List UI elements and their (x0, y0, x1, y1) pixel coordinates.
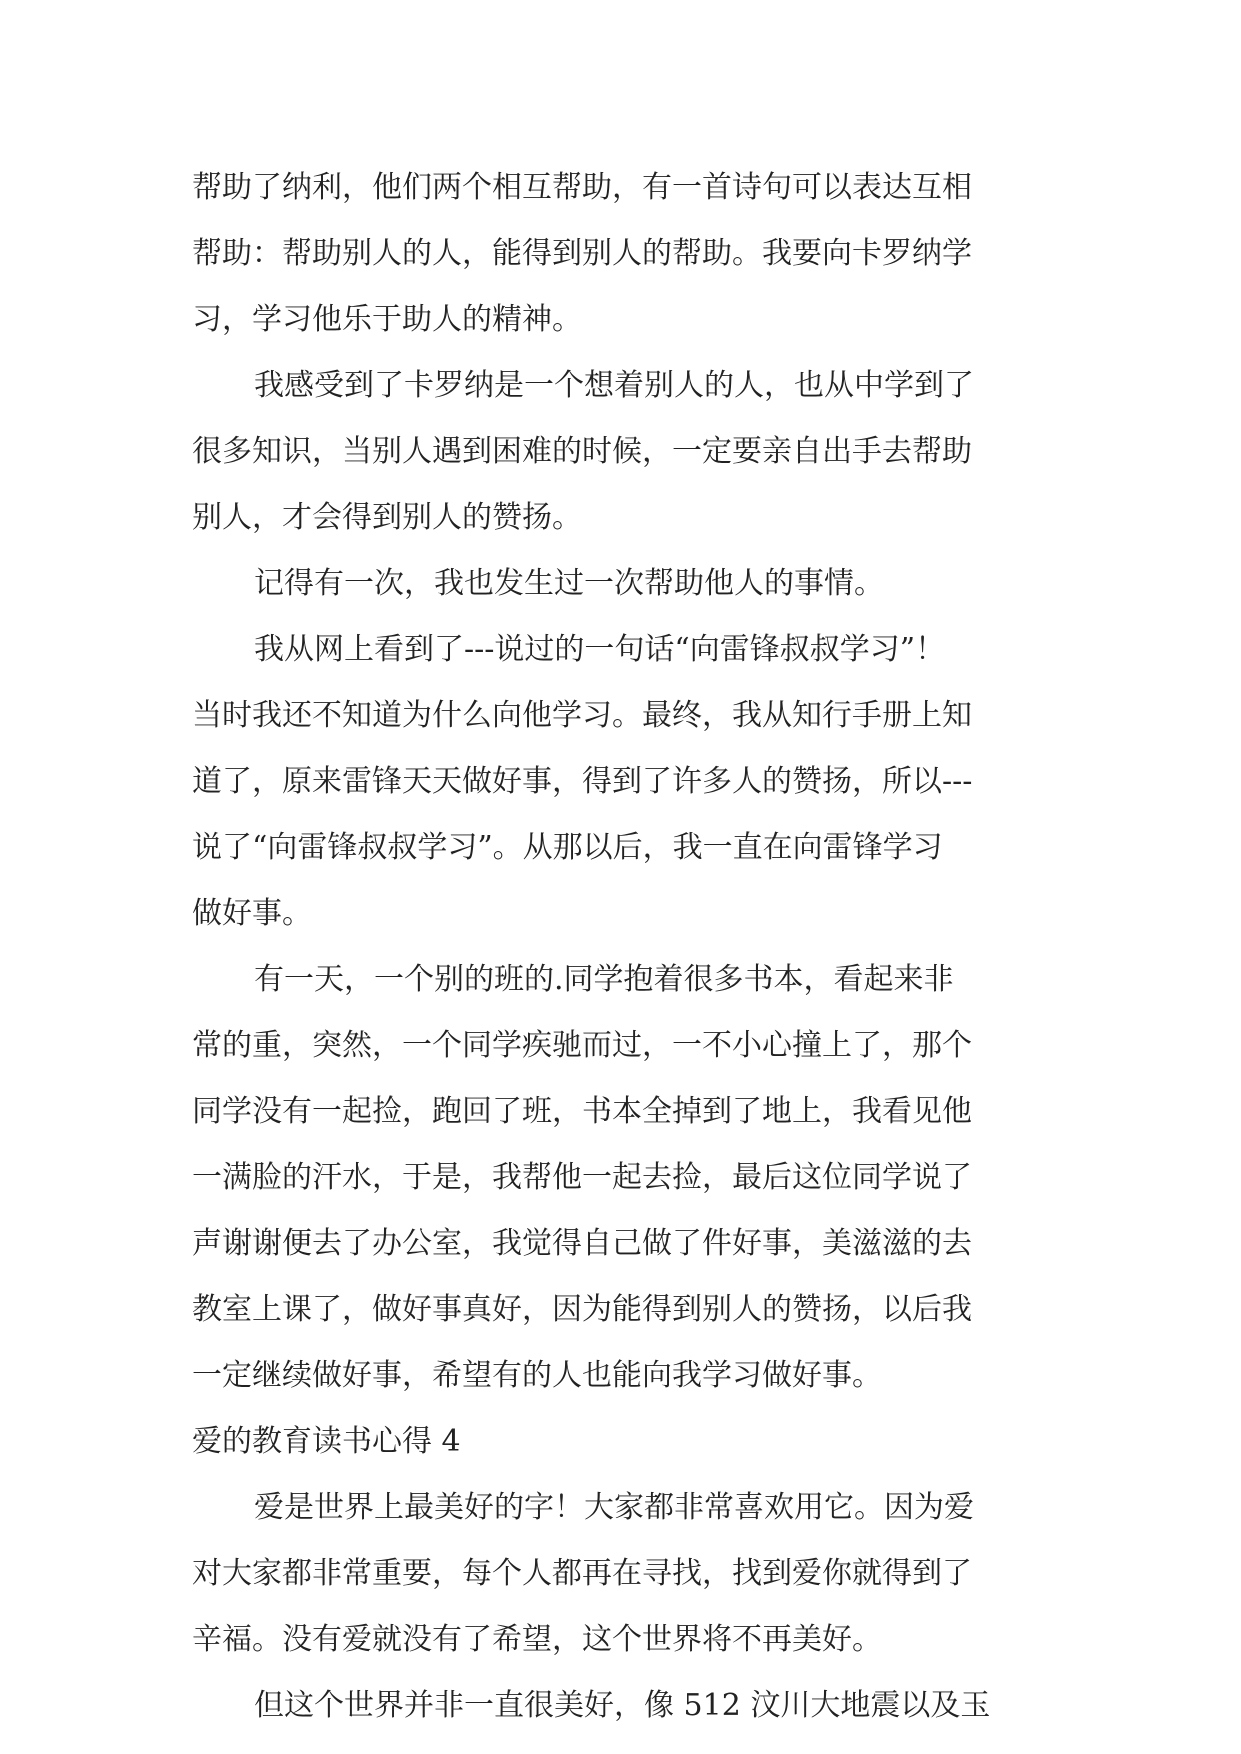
text-line: 习，学习他乐于助人的精神。 (192, 302, 582, 337)
text-line: 别人，才会得到别人的赞扬。 (192, 500, 582, 535)
text-line: 对大家都非常重要，每个人都再在寻找，找到爱你就得到了 (192, 1556, 972, 1591)
text-line: 说了“向雷锋叔叔学习”。从那以后，我一直在向雷锋学习 (192, 830, 943, 865)
paragraph-start-line: 我从网上看到了---说过的一句话“向雷锋叔叔学习”！ (254, 632, 946, 667)
text-line: 帮助了纳利，他们两个相互帮助，有一首诗句可以表达互相 (192, 170, 972, 205)
paragraph-start-line: 但这个世界并非一直很美好，像 512 汶川大地震以及玉 (254, 1688, 991, 1723)
text-line: 教室上课了，做好事真好，因为能得到别人的赞扬，以后我 (192, 1292, 972, 1327)
paragraph-start-line: 我感受到了卡罗纳是一个想着别人的人，也从中学到了 (254, 368, 974, 403)
text-line: 声谢谢便去了办公室，我觉得自己做了件好事，美滋滋的去 (192, 1226, 972, 1261)
text-line: 做好事。 (192, 896, 312, 931)
text-line: 当时我还不知道为什么向他学习。最终，我从知行手册上知 (192, 698, 972, 733)
paragraph-start-line: 有一天，一个别的班的.同学抱着很多书本，看起来非 (254, 962, 954, 997)
text-line: 帮助：帮助别人的人，能得到别人的帮助。我要向卡罗纳学 (192, 236, 972, 271)
text-line: 常的重，突然，一个同学疾驰而过，一不小心撞上了，那个 (192, 1028, 972, 1063)
text-line: 同学没有一起捡，跑回了班，书本全掉到了地上，我看见他 (192, 1094, 972, 1129)
text-line: 一定继续做好事，希望有的人也能向我学习做好事。 (192, 1358, 882, 1393)
text-line: 很多知识，当别人遇到困难的时候，一定要亲自出手去帮助 (192, 434, 972, 469)
text-line: 一满脸的汗水，于是，我帮他一起去捡，最后这位同学说了 (192, 1160, 972, 1195)
paragraph-start-line: 爱是世界上最美好的字！大家都非常喜欢用它。因为爱 (254, 1490, 974, 1525)
text-line: 辛福。没有爱就没有了希望，这个世界将不再美好。 (192, 1622, 882, 1657)
section-heading: 爱的教育读书心得 4 (192, 1424, 461, 1459)
document-body (192, 155, 1054, 1739)
text-line: 道了，原来雷锋天天做好事，得到了许多人的赞扬，所以--- (192, 764, 973, 799)
paragraph-start-line: 记得有一次，我也发生过一次帮助他人的事情。 (254, 566, 884, 601)
